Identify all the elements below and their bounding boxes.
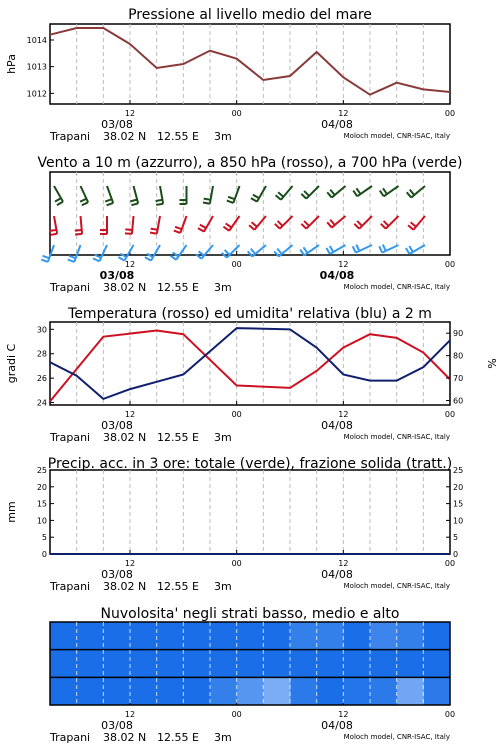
y-tick-label-right: 5 [453,533,459,543]
barb-feather [156,200,163,201]
barb-feather [357,221,362,226]
wind-barb [353,245,372,253]
x-tick-label: 12 [338,410,349,419]
cloud-cell [237,677,264,705]
series-line-2 [50,328,450,399]
barb-staff [132,216,134,234]
y-axis-label: mm [5,501,18,523]
barb-feather [75,230,82,231]
cloud-cell [370,650,397,678]
cloud-cell [397,622,424,650]
cloud-cell [183,650,210,678]
barb-feather [203,203,210,204]
barb-feather [130,200,137,202]
barb-feather [223,227,229,231]
cloud-cell [130,622,157,650]
barb-feather [353,246,356,252]
barb-feather [68,260,75,262]
x-tick-label: 12 [124,559,136,568]
barb-feather [252,222,257,226]
x-tick-label: 00 [444,109,456,118]
barb-feather [156,204,163,205]
barb-feather [275,224,280,229]
station-elevation: 3m [214,580,232,593]
wind-barb [130,186,138,205]
station-elevation: 3m [214,130,232,143]
barb-feather [326,248,330,254]
model-credit: Moloch model, CNR-ISAC, Italy [343,582,450,590]
wind-barb [381,216,399,229]
chart-title: Nuvolosita' negli strati basso, medio e alto [100,606,400,622]
station-name: Trapani [50,580,91,593]
cloud-cell [263,622,290,650]
barb-feather [55,198,61,202]
panel-3 [5,306,498,444]
cloud-cell [397,650,424,678]
y-tick-label: 25 [36,466,47,475]
barb-feather [145,257,151,261]
x-tick-label: 00 [231,109,242,118]
wind-barb [227,186,240,203]
station-name: Trapani [50,731,91,744]
x-tick-label: 00 [444,410,456,419]
barb-staff [99,245,107,261]
date-label: 03/08 [99,269,135,282]
plot-frame [50,24,450,104]
cloud-cell [183,622,210,650]
wind-barb [353,186,372,196]
series-line-1 [50,28,450,95]
cloud-cell [423,677,450,705]
cloud-cell [210,650,237,678]
barb-staff [74,245,80,262]
panel-4 [5,456,463,593]
x-tick-label: 00 [231,710,242,719]
date-label: 04/08 [321,719,353,732]
barb-feather [379,246,382,252]
barb-feather [93,258,99,261]
x-tick-label: 12 [338,710,349,719]
wind-barb [327,186,345,198]
barb-feather [384,221,389,226]
wind-barb [150,216,160,234]
chart-title: Vento a 10 m (azzurro), a 850 hPa (rosso), a 700 hPa (verde) [37,155,463,171]
barb-staff [280,216,293,229]
barb-feather [174,231,181,233]
wind-barb [145,245,160,261]
barb-feather [198,228,204,232]
series-line-1 [50,331,450,402]
y-tick-label: 1012 [26,89,47,99]
barb-staff [81,216,83,234]
model-credit: Moloch model, CNR-ISAC, Italy [343,733,450,741]
cloud-cell [103,622,130,650]
cloud-cell [130,650,157,678]
y-tick-label-right: 25 [453,466,464,475]
wind-barb [203,186,213,204]
cloud-cell [290,677,317,705]
x-tick-label: 12 [338,109,349,118]
wind-barb [406,245,425,254]
cloud-cell [103,677,130,705]
wind-barb [125,216,134,234]
cloud-cell [263,650,290,678]
y-axis-label-right: % [485,358,498,369]
plot-frame [50,470,450,554]
barb-feather [125,233,132,234]
barb-feather [274,251,278,256]
barb-feather [82,202,88,205]
cloud-cell [157,650,184,678]
cloud-cell [103,650,130,678]
chart-title: Precip. acc. in 3 ore: totale (verde), frazione solida (tratt.) [47,456,453,472]
cloud-cell [263,677,290,705]
station-name: Trapani [50,431,91,444]
station-elevation: 3m [214,281,232,294]
y-tick-label: 1013 [26,62,47,72]
y-axis-label: hPa [5,54,18,74]
x-tick-label: 00 [231,260,242,269]
barb-feather [277,249,281,254]
barb-staff [227,245,240,258]
barb-feather [303,247,307,253]
barb-staff [204,216,213,232]
y-tick-label-right: 10 [453,516,464,526]
date-label: 04/08 [321,118,353,131]
station-elevation: 3m [214,731,232,744]
barb-feather [251,198,257,202]
x-tick-label: 00 [231,559,242,568]
y-tick-label-right: 15 [453,499,464,509]
barb-staff [48,245,54,262]
y-tick-label: 10 [36,516,47,526]
x-tick-label: 00 [231,410,242,419]
barb-feather [175,227,182,229]
barb-feather [41,260,48,262]
station-elevation: 3m [214,431,232,444]
barb-feather [118,257,124,261]
station-latitude: 38.02 N [103,130,147,143]
station-latitude: 38.02 N [103,431,147,444]
y-tick-label: 5 [41,533,47,543]
date-label: 03/08 [101,719,133,732]
barb-feather [383,188,387,194]
barb-staff [281,186,293,200]
cloud-cell [50,650,77,678]
barb-feather [278,192,283,196]
model-credit: Moloch model, CNR-ISAC, Italy [343,283,450,291]
x-tick-label: 12 [124,410,136,419]
barb-staff [157,216,160,234]
barb-staff [176,245,186,260]
station-longitude: 12.55 E [157,580,199,593]
station-latitude: 38.02 N [103,281,147,294]
wind-barb [41,245,54,262]
barb-feather [353,191,357,197]
x-tick-label: 12 [124,260,136,269]
x-tick-label: 12 [124,109,136,118]
cloud-cell [50,622,77,650]
x-tick-label: 12 [338,260,349,269]
barb-feather [50,234,57,235]
panel-5 [49,606,455,744]
barb-feather [80,199,86,202]
barb-feather [248,251,252,256]
wind-barb [75,216,82,235]
wind-barb [407,186,425,198]
barb-feather [200,225,206,229]
cloud-cell [130,677,157,705]
station-name: Trapani [50,281,91,294]
date-label: 03/08 [101,118,133,131]
barb-feather [301,224,306,229]
barb-feather [170,256,176,260]
barb-feather [356,245,359,251]
wind-barb [380,186,399,196]
barb-feather [131,203,138,205]
barb-feather [407,192,411,197]
station-latitude: 38.02 N [103,731,147,744]
plot-frame [50,172,450,255]
y-tick-label: 0 [41,550,47,559]
barb-staff [254,216,266,230]
barb-staff [229,216,239,231]
chart-title: Temperatura (rosso) ed umidita' relativa (blu) a 2 m [68,306,432,322]
x-tick-label: 00 [444,559,456,568]
barb-staff [257,186,266,202]
barb-feather [227,201,234,203]
barb-feather [356,188,360,194]
wind-barb [93,245,107,261]
station-latitude: 38.02 N [103,580,147,593]
date-label: 03/08 [101,419,133,432]
wind-barb [105,186,113,205]
barb-feather [354,224,359,229]
cloud-cell [210,622,237,650]
wind-barb [327,216,345,228]
cloud-cell [157,677,184,705]
station-longitude: 12.55 E [157,130,199,143]
barb-feather [327,222,331,227]
wind-barb [354,216,372,229]
barb-feather [225,250,230,255]
x-tick-label: 12 [124,710,136,719]
barb-staff [125,245,134,261]
chart-title: Pressione al livello medio del mare [128,7,372,23]
y-tick-label: 30 [36,325,47,335]
model-credit: Moloch model, CNR-ISAC, Italy [343,132,450,140]
cloud-cell [237,622,264,650]
barb-feather [105,199,112,201]
barb-staff [201,245,213,259]
station-longitude: 12.55 E [157,431,199,444]
y-tick-label-right: 0 [453,550,459,559]
y-tick-label-right: 80 [453,351,464,361]
barb-feather [278,221,283,226]
wind-barb [174,216,187,233]
wind-barb [80,186,88,205]
barb-feather [409,246,413,252]
cloud-cell [423,650,450,678]
barb-feather [125,229,132,230]
wind-barb [118,245,133,261]
panel-2 [37,155,462,294]
barb-feather [410,190,414,195]
x-tick-label: 00 [444,710,456,719]
cloud-cell [317,677,344,705]
cloud-cell [77,622,104,650]
barb-feather [411,222,416,226]
barb-feather [251,249,255,254]
barb-feather [406,248,410,254]
y-tick-label-right: 90 [453,329,464,339]
cloud-cell [290,622,317,650]
cloud-cell [290,650,317,678]
wind-barb [379,245,398,253]
cloud-cell [77,650,104,678]
wind-barb [276,186,293,200]
barb-feather [50,230,57,231]
station-longitude: 12.55 E [157,731,199,744]
barb-feather [249,225,254,229]
barb-feather [69,256,76,258]
barb-feather [57,202,63,206]
plot-frame [50,322,450,405]
y-tick-label: 1014 [26,36,47,45]
cloud-cell [397,677,424,705]
barb-feather [75,234,82,235]
barb-feather [204,199,211,200]
y-tick-label: 15 [36,499,47,509]
cloud-cell [317,622,344,650]
y-tick-label-right: 20 [453,482,464,492]
panel-1 [5,7,455,143]
barb-feather [304,191,309,196]
barb-feather [301,194,306,199]
station-longitude: 12.55 E [157,281,199,294]
barb-feather [253,195,259,199]
barb-feather [107,203,114,205]
x-tick-label: 12 [338,559,349,568]
cloud-cell [343,622,370,650]
y-tick-label: 20 [36,482,47,492]
cloud-cell [50,677,77,705]
cloud-cell [183,677,210,705]
model-credit: Moloch model, CNR-ISAC, Italy [343,433,450,441]
cloud-cell [157,622,184,650]
wind-barb [54,186,63,205]
wind-barb [68,245,81,262]
barb-feather [408,225,413,229]
wind-barb [326,245,345,254]
cloud-cell [317,650,344,678]
cloud-cell [343,650,370,678]
barb-feather [381,224,386,229]
wind-barb [170,245,186,260]
barb-feather [380,191,384,197]
y-tick-label: 26 [36,374,47,384]
cloud-cell [370,677,397,705]
cloud-cell [370,622,397,650]
y-tick-label: 28 [36,349,47,359]
barb-staff [151,245,160,261]
cloud-cell [237,650,264,678]
cloud-cell [423,622,450,650]
date-label: 04/08 [319,269,355,282]
x-tick-label: 00 [444,260,456,269]
barb-feather [276,195,281,199]
barb-feather [150,233,157,234]
barb-feather [226,223,232,227]
y-tick-label-right: 60 [453,396,464,406]
barb-feather [43,256,50,258]
y-tick-label-right: 70 [453,374,464,384]
station-name: Trapani [50,130,91,143]
barb-feather [330,220,334,225]
date-label: 04/08 [321,419,353,432]
wind-barb [198,216,213,232]
cloud-cell [210,677,237,705]
y-tick-label: 24 [36,398,47,408]
wind-barb [408,216,425,230]
barb-feather [383,245,386,251]
barb-feather [228,197,235,199]
barb-feather [304,221,309,226]
cloud-cell [77,677,104,705]
barb-feather [330,246,334,252]
barb-feather [330,190,334,195]
barb-feather [327,192,331,197]
y-axis-label: gradi C [5,343,18,384]
date-label: 03/08 [101,568,133,581]
date-label: 04/08 [321,568,353,581]
barb-feather [151,229,158,230]
cloud-cell [343,677,370,705]
